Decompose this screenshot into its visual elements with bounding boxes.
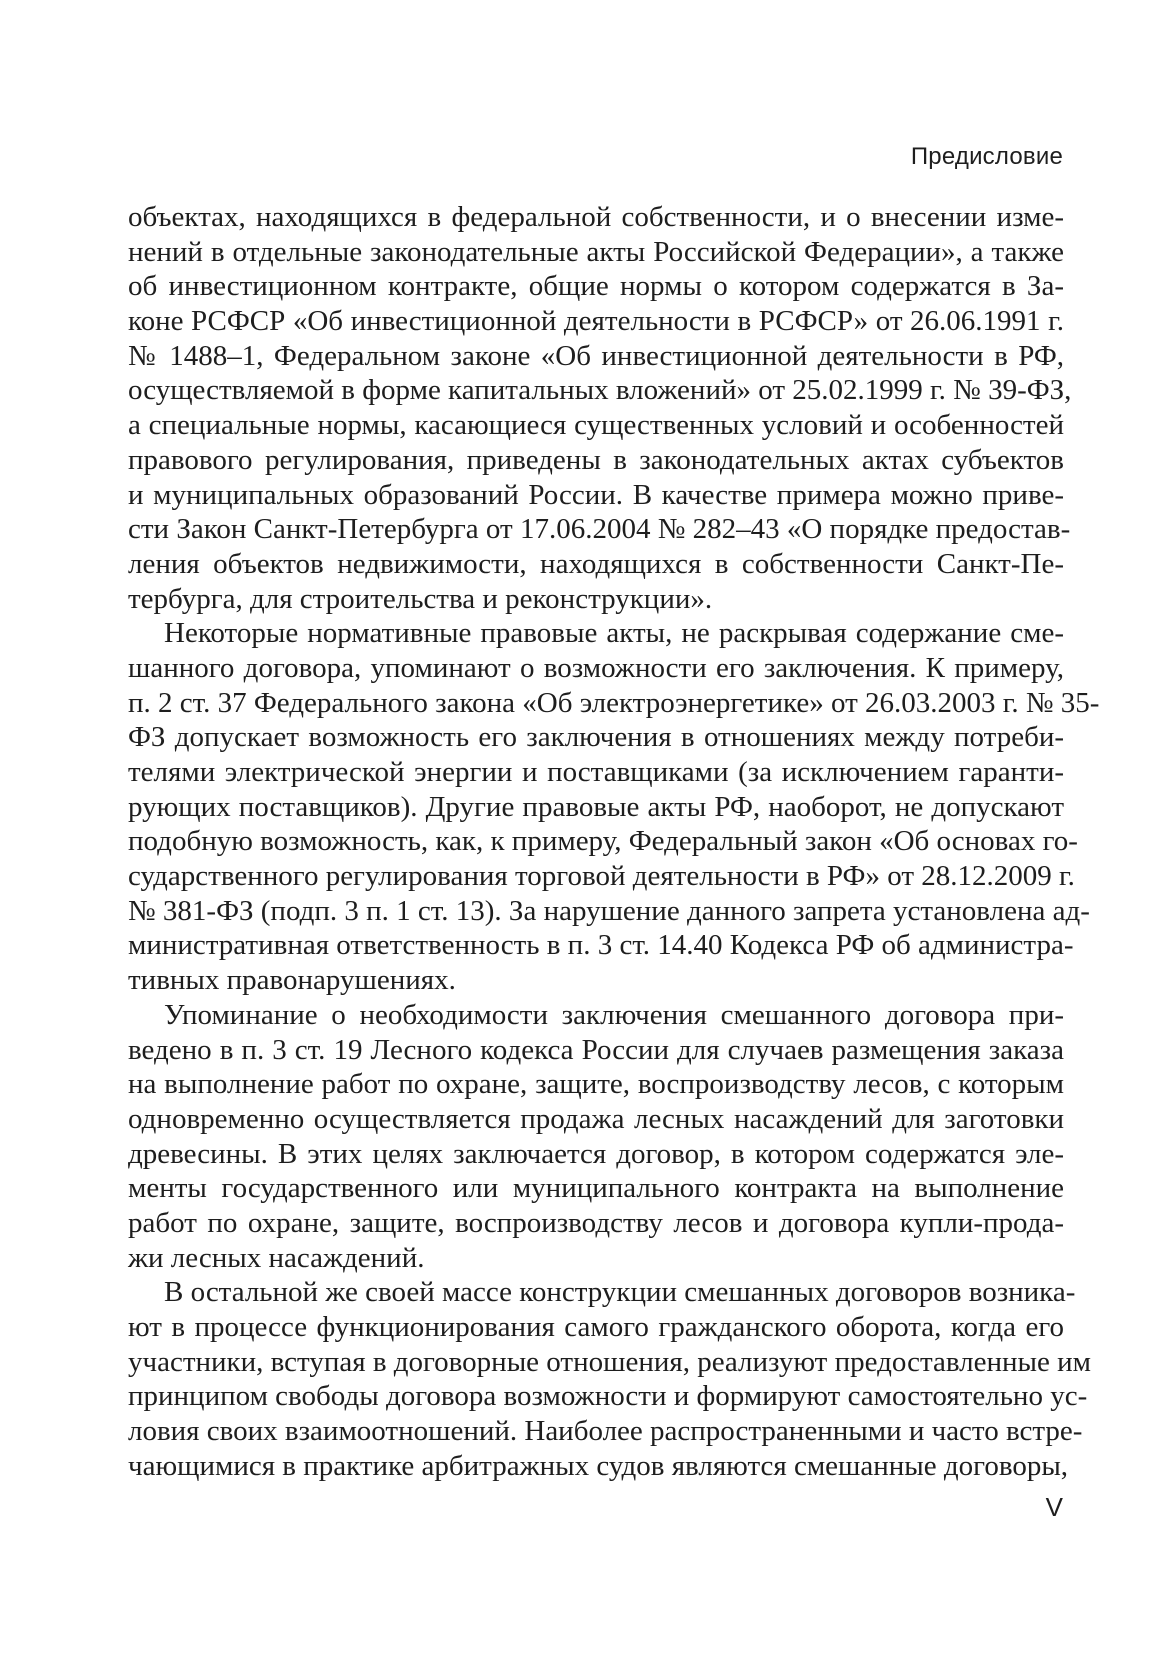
text-line: объектах, находящихся в федеральной собственности, и о внесении изме- [128, 201, 1064, 233]
text-line: а специальные нормы, касающиеся существенных условий и особенностей [128, 409, 1064, 442]
text-line: п. 2 ст. 37 Федерального закона «Об электроэнергетике» от 26.03.2003 г. № 35- [128, 686, 1100, 719]
text-line: одновременно осуществляется продажа лесных насаждений для заготовки [128, 1102, 1064, 1135]
text-line: древесины. В этих целях заключается договор, в котором содержатся эле- [128, 1137, 1064, 1170]
text-line: Упоминание о необходимости заключения смешанного договора при- [164, 998, 1064, 1031]
text-line: коне РСФСР «Об инвестиционной деятельности в РСФСР» от 26.06.1991 г. [128, 305, 1064, 338]
text-line: телями электрической энергии и поставщиками (за исключением гаранти- [128, 756, 1064, 788]
text-line: ления объектов недвижимости, находящихся в собственности Санкт-Пе- [128, 547, 1064, 580]
text-line: шанного договора, упоминают о возможности его заключения. К примеру, [128, 651, 1064, 684]
text-line: осуществляемой в форме капитальных вложений» от 25.02.1999 г. № 39-ФЗ, [128, 374, 1072, 407]
running-header: Предисловие [910, 143, 1063, 170]
text-line: ведено в п. 3 ст. 19 Лесного кодекса России для случаев размещения заказа [128, 1033, 1064, 1066]
text-line: ФЗ допускает возможность его заключения в отношениях между потреби- [128, 721, 1064, 754]
text-line: менты государственного или муниципального контракта на выполнение [128, 1172, 1064, 1205]
text-line: № 1488–1, Федеральном законе «Об инвестиционной деятельности в РФ, [128, 339, 1064, 372]
text-line: жи лесных насаждений. [128, 1241, 425, 1274]
text-line: и муниципальных образований России. В качестве примера можно приве- [128, 478, 1064, 511]
paragraph-continued [128, 200, 1072, 616]
paragraph-civil-turnover [128, 1275, 1092, 1483]
text-line: работ по охране, защите, воспроизводству лесов и договора купли-прода- [128, 1206, 1064, 1239]
paragraph-forest-code [128, 998, 1064, 1276]
text-line: на выполнение работ по охране, защите, воспроизводству лесов, с которым [128, 1068, 1064, 1101]
text-line: министративная ответственность в п. 3 ст. 14.40 Кодекса РФ об администра- [128, 929, 1074, 962]
text-line: чающимися в практике арбитражных судов являются смешанные договоры, [128, 1449, 1069, 1482]
text-line: сударственного регулирования торговой деятельности в РФ» от 28.12.2009 г. [128, 860, 1075, 893]
paragraph-normative-acts [128, 616, 1100, 998]
text-line: рующих поставщиков). Другие правовые акты РФ, наоборот, не допускают [128, 790, 1064, 823]
page-body [128, 200, 1100, 1483]
text-line: ют в процессе функционирования самого гражданского оборота, когда его [128, 1311, 1064, 1343]
text-line: принципом свободы договора возможности и формируют самостоятельно ус- [128, 1380, 1088, 1413]
text-line: Некоторые нормативные правовые акты, не раскрывая содержание сме- [164, 617, 1064, 650]
text-line: правового регулирования, приведены в законодательных актах субъектов [128, 443, 1064, 476]
text-line: об инвестиционном контракте, общие нормы о котором содержатся в За- [128, 270, 1064, 303]
text-line: сти Закон Санкт-Петербурга от 17.06.2004 № 282–43 «О порядке предостав- [128, 513, 1071, 546]
text-line: нений в отдельные законодательные акты Российской Федерации», а также [128, 235, 1064, 268]
text-line: участники, вступая в договорные отношения, реализуют предоставленные им [128, 1345, 1092, 1378]
text-line: тивных правонарушениях. [128, 964, 456, 997]
text-line: подобную возможность, как, к примеру, Федеральный закон «Об основах го- [128, 825, 1078, 858]
text-line: ловия своих взаимоотношений. Наиболее распространенными и часто встре- [128, 1415, 1083, 1448]
text-line: В остальной же своей массе конструкции смешанных договоров возника- [164, 1276, 1076, 1309]
text-line: тербурга, для строительства и реконструкции». [128, 582, 713, 615]
page-number: V [1045, 1492, 1063, 1522]
text-line: № 381-ФЗ (подп. 3 п. 1 ст. 13). За нарушение данного запрета установлена ад- [128, 894, 1090, 927]
